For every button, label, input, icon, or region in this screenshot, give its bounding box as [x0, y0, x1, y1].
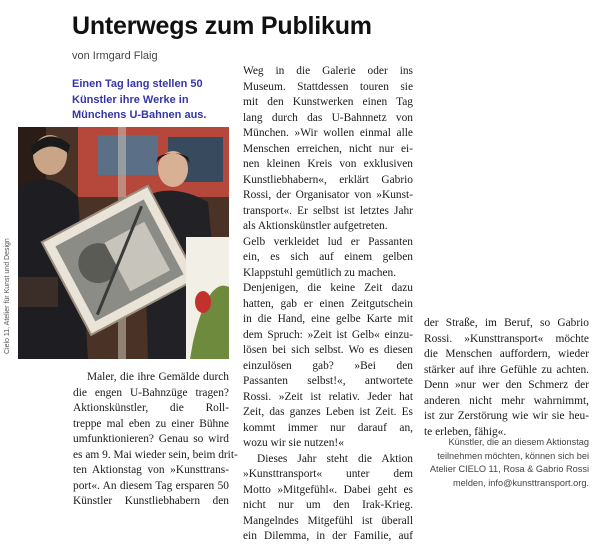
info-line: teilnehmen möchten, können sich bei	[437, 450, 589, 461]
text-line: der Straße, im Beruf, so Gabrio	[424, 317, 589, 329]
text-line: lösen bei sich selbst. Wo es diesen	[243, 344, 413, 356]
text-line: München. »Wir wollen einmal alle	[243, 127, 413, 139]
text-line: Aktionskünstler, die Roll-	[73, 402, 229, 414]
lead-line: Künstler ihre Werke in	[72, 93, 189, 106]
text-line: als Aktionskünstler aufgetreten.	[243, 220, 388, 232]
text-line: mit den Kunstwerken einen Tag	[243, 96, 413, 108]
text-line: »Kunsttransport« unter dem	[243, 468, 413, 480]
article-column-1	[73, 370, 238, 510]
text-line: in die Hand, eine gelbe Karte mit	[243, 313, 413, 325]
article-column-3	[424, 316, 589, 440]
text-line: kommt immer nur darauf an,	[243, 421, 413, 434]
article-byline: von Irmgard Flaig	[72, 50, 158, 62]
text-line: Rossi. »Zeit ist relativ. Jeder hat	[243, 390, 413, 403]
text-line: die engen U-Bahnzüge tragen?	[73, 386, 229, 399]
text-line: te erleben, fähig«.	[424, 425, 507, 438]
text-line: nen kleinen Kreis von exklusiven	[243, 158, 413, 170]
text-line: Denn »nur wer den Schmerz der	[424, 379, 589, 391]
participation-info	[424, 436, 589, 490]
info-line: Atelier CIELO 11, Rosa & Gabrio Rossi	[429, 464, 589, 474]
text-line: Menschen erreichen, nicht nur ei-	[243, 142, 413, 155]
text-line: stärker auf ihre Gefühle zu achten.	[424, 363, 589, 376]
text-line: einzulösen gab? »Bei den	[243, 359, 413, 372]
text-line: Maler, die ihre Gemälde durch	[87, 371, 229, 383]
article-headline: Unterwegs zum Publikum	[72, 12, 372, 40]
text-line: Klappstuhl gemütlich zu machen.	[243, 266, 397, 279]
text-line: Zeit, das ganzes Leben ist Zeit. Es	[243, 406, 413, 418]
text-line: Dieses Jahr steht die Aktion	[257, 452, 413, 465]
text-line: umfunktionieren? Genau so wird	[73, 433, 229, 445]
text-line: Kunstliebhabern«, erklärt Gabrio	[243, 173, 413, 186]
text-line: Museum. Stattdessen touren sie	[243, 80, 413, 93]
text-line: transport«. Er selbst ist letztes Jahr	[243, 204, 413, 217]
text-line: lang durch das U-Bahnnetz von	[243, 111, 413, 124]
text-line: treppe mal eben zu einer Bühne	[73, 417, 229, 430]
text-line: nicht nur um den Irak-Krieg.	[243, 499, 413, 511]
photo-credit: Cielo 11, Atelier für Kunst und Design	[4, 238, 11, 354]
text-line: wozu wir sie nutzen!«	[243, 437, 344, 449]
text-line: Gelb verkleidet lud er Passanten	[243, 235, 413, 248]
lead-line: Einen Tag lang stellen 50	[72, 78, 203, 90]
text-line: ein, es sich auf einem gelben	[243, 251, 413, 263]
text-line: Rossi. »Kunsttransport« möchte	[424, 332, 589, 345]
text-line: Rossi, der Organisator von »Kunst-	[243, 189, 413, 201]
text-line: Künstler Kunstliebhabern den	[73, 495, 229, 507]
article-lead	[72, 77, 242, 124]
text-line: hatten, gab er einen Zeitgutschein	[243, 297, 413, 310]
text-line: Weg in die Galerie oder ins	[243, 65, 413, 77]
article-photo	[18, 127, 229, 359]
text-line: ten Aktionstag von »Kunsttrans-	[73, 464, 229, 476]
info-line: melden, info@kunsttransport.org.	[453, 477, 589, 488]
article-column-2	[243, 64, 413, 545]
text-line: Passanten selbst!«, antwortete	[243, 375, 413, 387]
text-line: dem Spruch: »Zeit ist Gelb« einzu-	[243, 328, 413, 341]
text-line: port«. An diesem Tag ersparen 50	[73, 479, 229, 492]
photo-illustration	[18, 127, 229, 359]
text-line: die Menschen auffordern, wieder	[424, 348, 589, 360]
text-line: ist zur Zerstörung wie wir sie heu-	[424, 410, 589, 422]
text-line: ein Dilemma, in der Familie, auf	[243, 530, 413, 542]
text-line: Mangelndes Mitgefühl ist überall	[243, 514, 413, 527]
text-line: es am 9. Mai wieder sein, beim drit-	[73, 448, 238, 461]
text-line: anderen nicht mehr wahrnimmt,	[424, 394, 589, 407]
text-line: Motto »Mitgefühl«. Dabei geht es	[243, 483, 413, 496]
info-line: Künstler, die an diesem Aktionstag	[448, 437, 589, 447]
text-line: Denjenigen, die keine Zeit dazu	[243, 282, 413, 294]
lead-line: Münchens U-Bahnen aus.	[72, 109, 207, 121]
